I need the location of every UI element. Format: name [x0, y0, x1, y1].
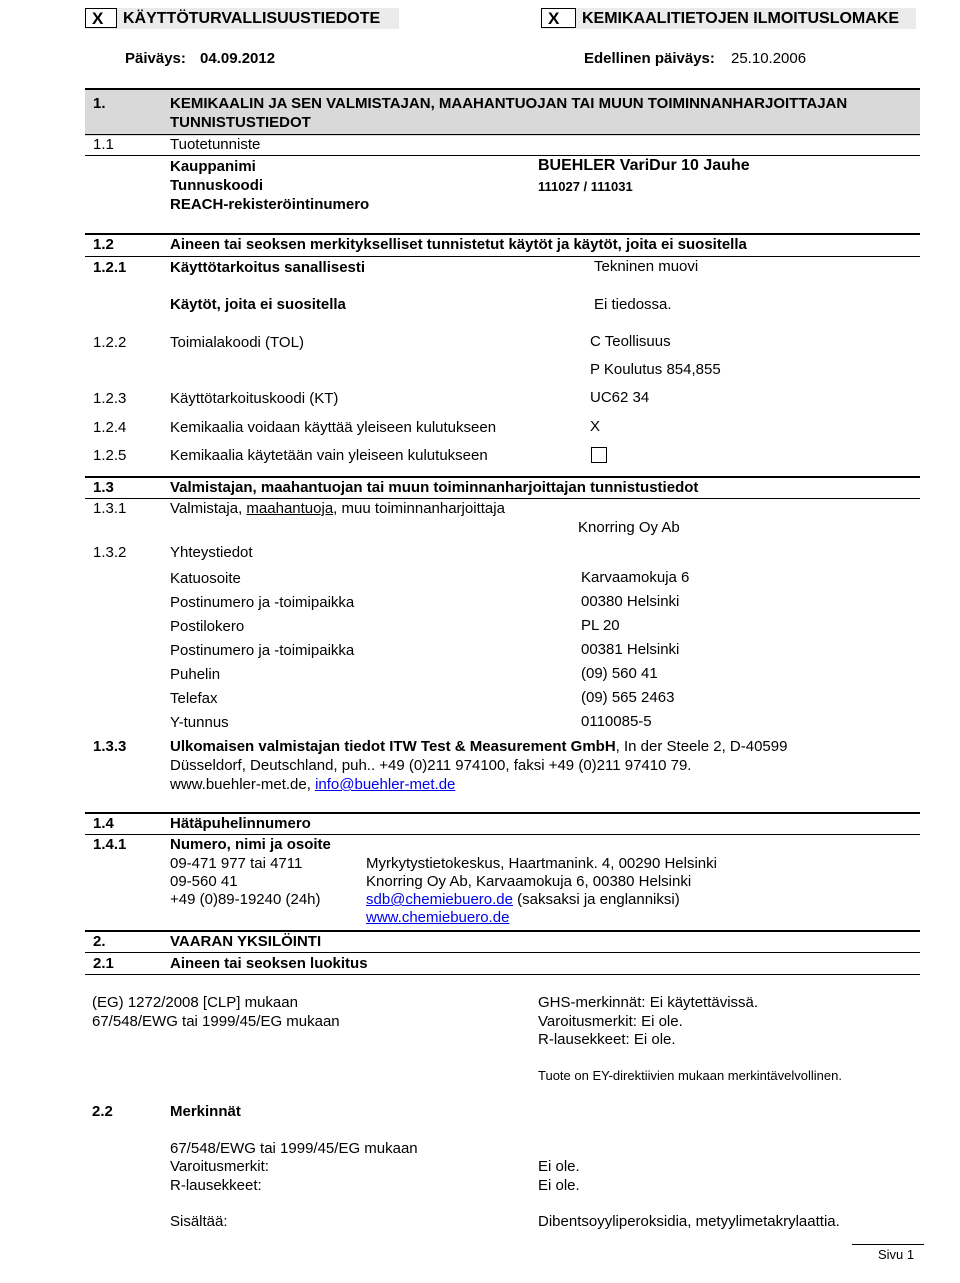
labelling-r-label: R-lausekkeet: [170, 1177, 262, 1194]
contacts-label: Yhteystiedot [170, 544, 253, 561]
section-2-2-title: Merkinnät [170, 1103, 241, 1120]
section-1-title-line1: KEMIKAALIN JA SEN VALMISTAJAN, MAAHANTUOJAN TAI MUUN TOIMINNANHARJOITTAJAN [170, 95, 848, 112]
foreign-manufacturer-address: , In der Steele 2, D-40599 [615, 738, 788, 755]
header-box-2 [541, 8, 916, 29]
code-value: 111027 / 111031 [538, 179, 633, 194]
sdb-email-link[interactable]: sdb@chemiebuero.de [366, 891, 513, 908]
section-1-2-4-number: 1.2.4 [93, 419, 127, 436]
contact-value-phone: (09) 560 41 [581, 665, 658, 682]
ghs-marking: GHS-merkinnät: Ei käytettävissä. [538, 994, 759, 1011]
divider-1-2-bottom [85, 256, 920, 257]
divider-1-4 [85, 812, 920, 814]
emergency-name-3 [366, 891, 680, 908]
consumer-use-value: X [590, 418, 601, 435]
contact-value-postcode-2: 00381 Helsinki [581, 641, 680, 658]
emergency-phone-1: 09-471 977 tai 4711 [170, 855, 303, 872]
clp-label: (EG) 1272/2008 [CLP] mukaan [92, 994, 298, 1011]
sdb-note: (saksaksi ja englanniksi) [512, 891, 680, 908]
contact-label-pobox: Postilokero [170, 618, 245, 635]
prev-date-label: Edellinen päiväys: [584, 50, 715, 67]
header-box-1 [85, 8, 399, 29]
contact-value-postcode-1: 00380 Helsinki [581, 593, 680, 610]
consumer-only-checkbox[interactable] [591, 447, 607, 463]
use-code-value: UC62 34 [590, 389, 650, 406]
date-label: Päiväys: [125, 50, 186, 67]
emergency-name-2: Knorring Oy Ab, Karvaamokuja 6, 00380 Helsinki [366, 873, 692, 890]
section-2-number: 2. [93, 933, 106, 950]
tradename-value: BUEHLER VariDur 10 Jauhe [538, 157, 750, 174]
emergency-phone-3: +49 (0)89-19240 (24h) [170, 891, 321, 908]
contains-label: Sisältää: [170, 1213, 228, 1230]
use-code-label: Käyttötarkoituskoodi (KT) [170, 390, 339, 407]
manufacturer-label-a: Valmistaja, [170, 500, 247, 517]
tradename-label: Kauppanimi [170, 158, 256, 175]
header-label-1: KÄYTTÖTURVALLISUUSTIEDOTE [123, 10, 381, 27]
intended-use-label: Käyttötarkoitus sanallisesti [170, 259, 366, 276]
divider-1-1 [85, 134, 920, 135]
reach-label: REACH-rekisteröintinumero [170, 196, 370, 213]
contact-value-business-id: 0110085-5 [581, 713, 652, 730]
section-1-4-number: 1.4 [93, 815, 114, 832]
prev-date-value: 25.10.2006 [731, 50, 807, 67]
section-1-number: 1. [93, 95, 106, 112]
contact-value-fax: (09) 565 2463 [581, 689, 675, 706]
foreign-manufacturer-line2: Düsseldorf, Deutschland, puh.. +49 (0)211 974100, faksi +49 (0)211 97410 79. [170, 757, 692, 774]
section-2-title: VAARAN YKSILÖINTI [170, 933, 322, 950]
section-1-2-5-number: 1.2.5 [93, 447, 127, 464]
section-1-2-number: 1.2 [93, 236, 114, 253]
contact-label-postcode-1: Postinumero ja -toimipaikka [170, 594, 355, 611]
divider-1-3-bottom [85, 498, 920, 499]
ewg-label: 67/548/EWG tai 1999/45/EG mukaan [92, 1013, 340, 1030]
contact-label-street: Katuosoite [170, 570, 241, 587]
checkbox-safety-data-sheet[interactable]: X [85, 8, 117, 28]
industry-code-label: Toimialakoodi (TOL) [170, 334, 304, 351]
industry-code-value-1: C Teollisuus [590, 333, 671, 350]
foreign-manufacturer-web[interactable]: www.buehler-met.de [170, 776, 307, 793]
divider-1-2 [85, 233, 920, 235]
contact-label-postcode-2: Postinumero ja -toimipaikka [170, 642, 355, 659]
manufacturer-value: Knorring Oy Ab [578, 519, 680, 536]
emergency-phone-2: 09-560 41 [170, 873, 238, 890]
section-2-1-number: 2.1 [93, 955, 114, 972]
section-1-1-title: Tuotetunniste [170, 136, 261, 153]
consumer-use-label: Kemikaalia voidaan käyttää yleiseen kulutukseen [170, 419, 497, 436]
section-1-2-title: Aineen tai seoksen merkitykselliset tunnistetut käytöt ja käytöt, joita ei suositella [170, 236, 747, 253]
not-recommended-value: Ei tiedossa. [594, 296, 672, 313]
warning-symbols: Varoitusmerkit: Ei ole. [538, 1013, 683, 1030]
contact-label-fax: Telefax [170, 690, 218, 707]
section-1-2-2-number: 1.2.2 [93, 334, 127, 351]
section-2-1-title: Aineen tai seoksen luokitus [170, 955, 368, 972]
divider-2-1-bottom [85, 974, 920, 975]
footer-rule [852, 1244, 924, 1245]
divider-1-3 [85, 476, 920, 478]
checkbox-chemical-notification[interactable]: X [541, 8, 576, 28]
manufacturer-label-c: , muu toiminnanharjoittaja [333, 500, 505, 517]
section-1-title-line2: TUNNISTUSTIEDOT [170, 114, 311, 131]
section-2-2-number: 2.2 [92, 1103, 113, 1120]
labelling-warning-value: Ei ole. [538, 1158, 580, 1175]
section-1-4-title: Hätäpuhelinnumero [170, 815, 311, 832]
labelling-warning-label: Varoitusmerkit: [170, 1158, 269, 1175]
foreign-manufacturer-line3 [170, 776, 455, 793]
contact-label-phone: Puhelin [170, 666, 221, 683]
emergency-name-1: Myrkytystietokeskus, Haartmanink. 4, 00290 Helsinki [366, 855, 717, 872]
contact-value-pobox: PL 20 [581, 617, 620, 634]
section-1-2-1-number: 1.2.1 [93, 259, 127, 276]
labelling-ewg: 67/548/EWG tai 1999/45/EG mukaan [170, 1140, 418, 1157]
divider-2-1 [85, 952, 920, 953]
section-1-1-number: 1.1 [93, 136, 114, 153]
page-number: Sivu 1 [878, 1247, 915, 1262]
foreign-manufacturer-name: Ulkomaisen valmistajan tiedot ITW Test & Measurement GmbH [170, 738, 616, 755]
section-1-3-number: 1.3 [93, 479, 114, 496]
section-1-3-1-number: 1.3.1 [93, 500, 127, 517]
contact-value-street: Karvaamokuja 6 [581, 569, 690, 586]
foreign-manufacturer-line1 [170, 738, 787, 755]
divider-2 [85, 930, 920, 932]
section-1-4-1-number: 1.4.1 [93, 836, 127, 853]
foreign-manufacturer-email-link[interactable]: info@buehler-met.de [315, 776, 456, 793]
divider-1-4-bottom [85, 834, 920, 835]
section-1-3-3-number: 1.3.3 [93, 738, 127, 755]
labelling-r-value: Ei ole. [538, 1177, 580, 1194]
industry-code-value-2: P Koulutus 854,855 [590, 361, 721, 378]
section-1-3-title: Valmistajan, maahantuojan tai muun toiminnanharjoittajan tunnistustiedot [170, 479, 699, 496]
consumer-only-label: Kemikaalia käytetään vain yleiseen kulutukseen [170, 447, 488, 464]
header-label-2: KEMIKAALITIETOJEN ILMOITUSLOMAKE [582, 10, 900, 27]
ey-note: Tuote on EY-direktiivien mukaan merkintävelvollinen. [538, 1068, 842, 1083]
chemiebuero-web-link[interactable]: www.chemiebuero.de [366, 909, 510, 926]
divider-1-1-bottom [85, 155, 920, 156]
code-label: Tunnuskoodi [170, 177, 264, 194]
separator: , [306, 776, 316, 793]
contact-label-business-id: Y-tunnus [170, 714, 229, 731]
section-1-3-2-number: 1.3.2 [93, 544, 127, 561]
manufacturer-label [170, 500, 505, 517]
not-recommended-label: Käytöt, joita ei suositella [170, 296, 346, 313]
intended-use-value: Tekninen muovi [594, 258, 699, 275]
r-phrases: R-lausekkeet: Ei ole. [538, 1031, 676, 1048]
importer-label: maahantuoja [246, 500, 334, 517]
section-1-4-1-title: Numero, nimi ja osoite [170, 836, 331, 853]
contains-value: Dibentsoyyliperoksidia, metyylimetakrylaattia. [538, 1213, 840, 1230]
section-1-2-3-number: 1.2.3 [93, 390, 127, 407]
date-value: 04.09.2012 [200, 50, 276, 67]
